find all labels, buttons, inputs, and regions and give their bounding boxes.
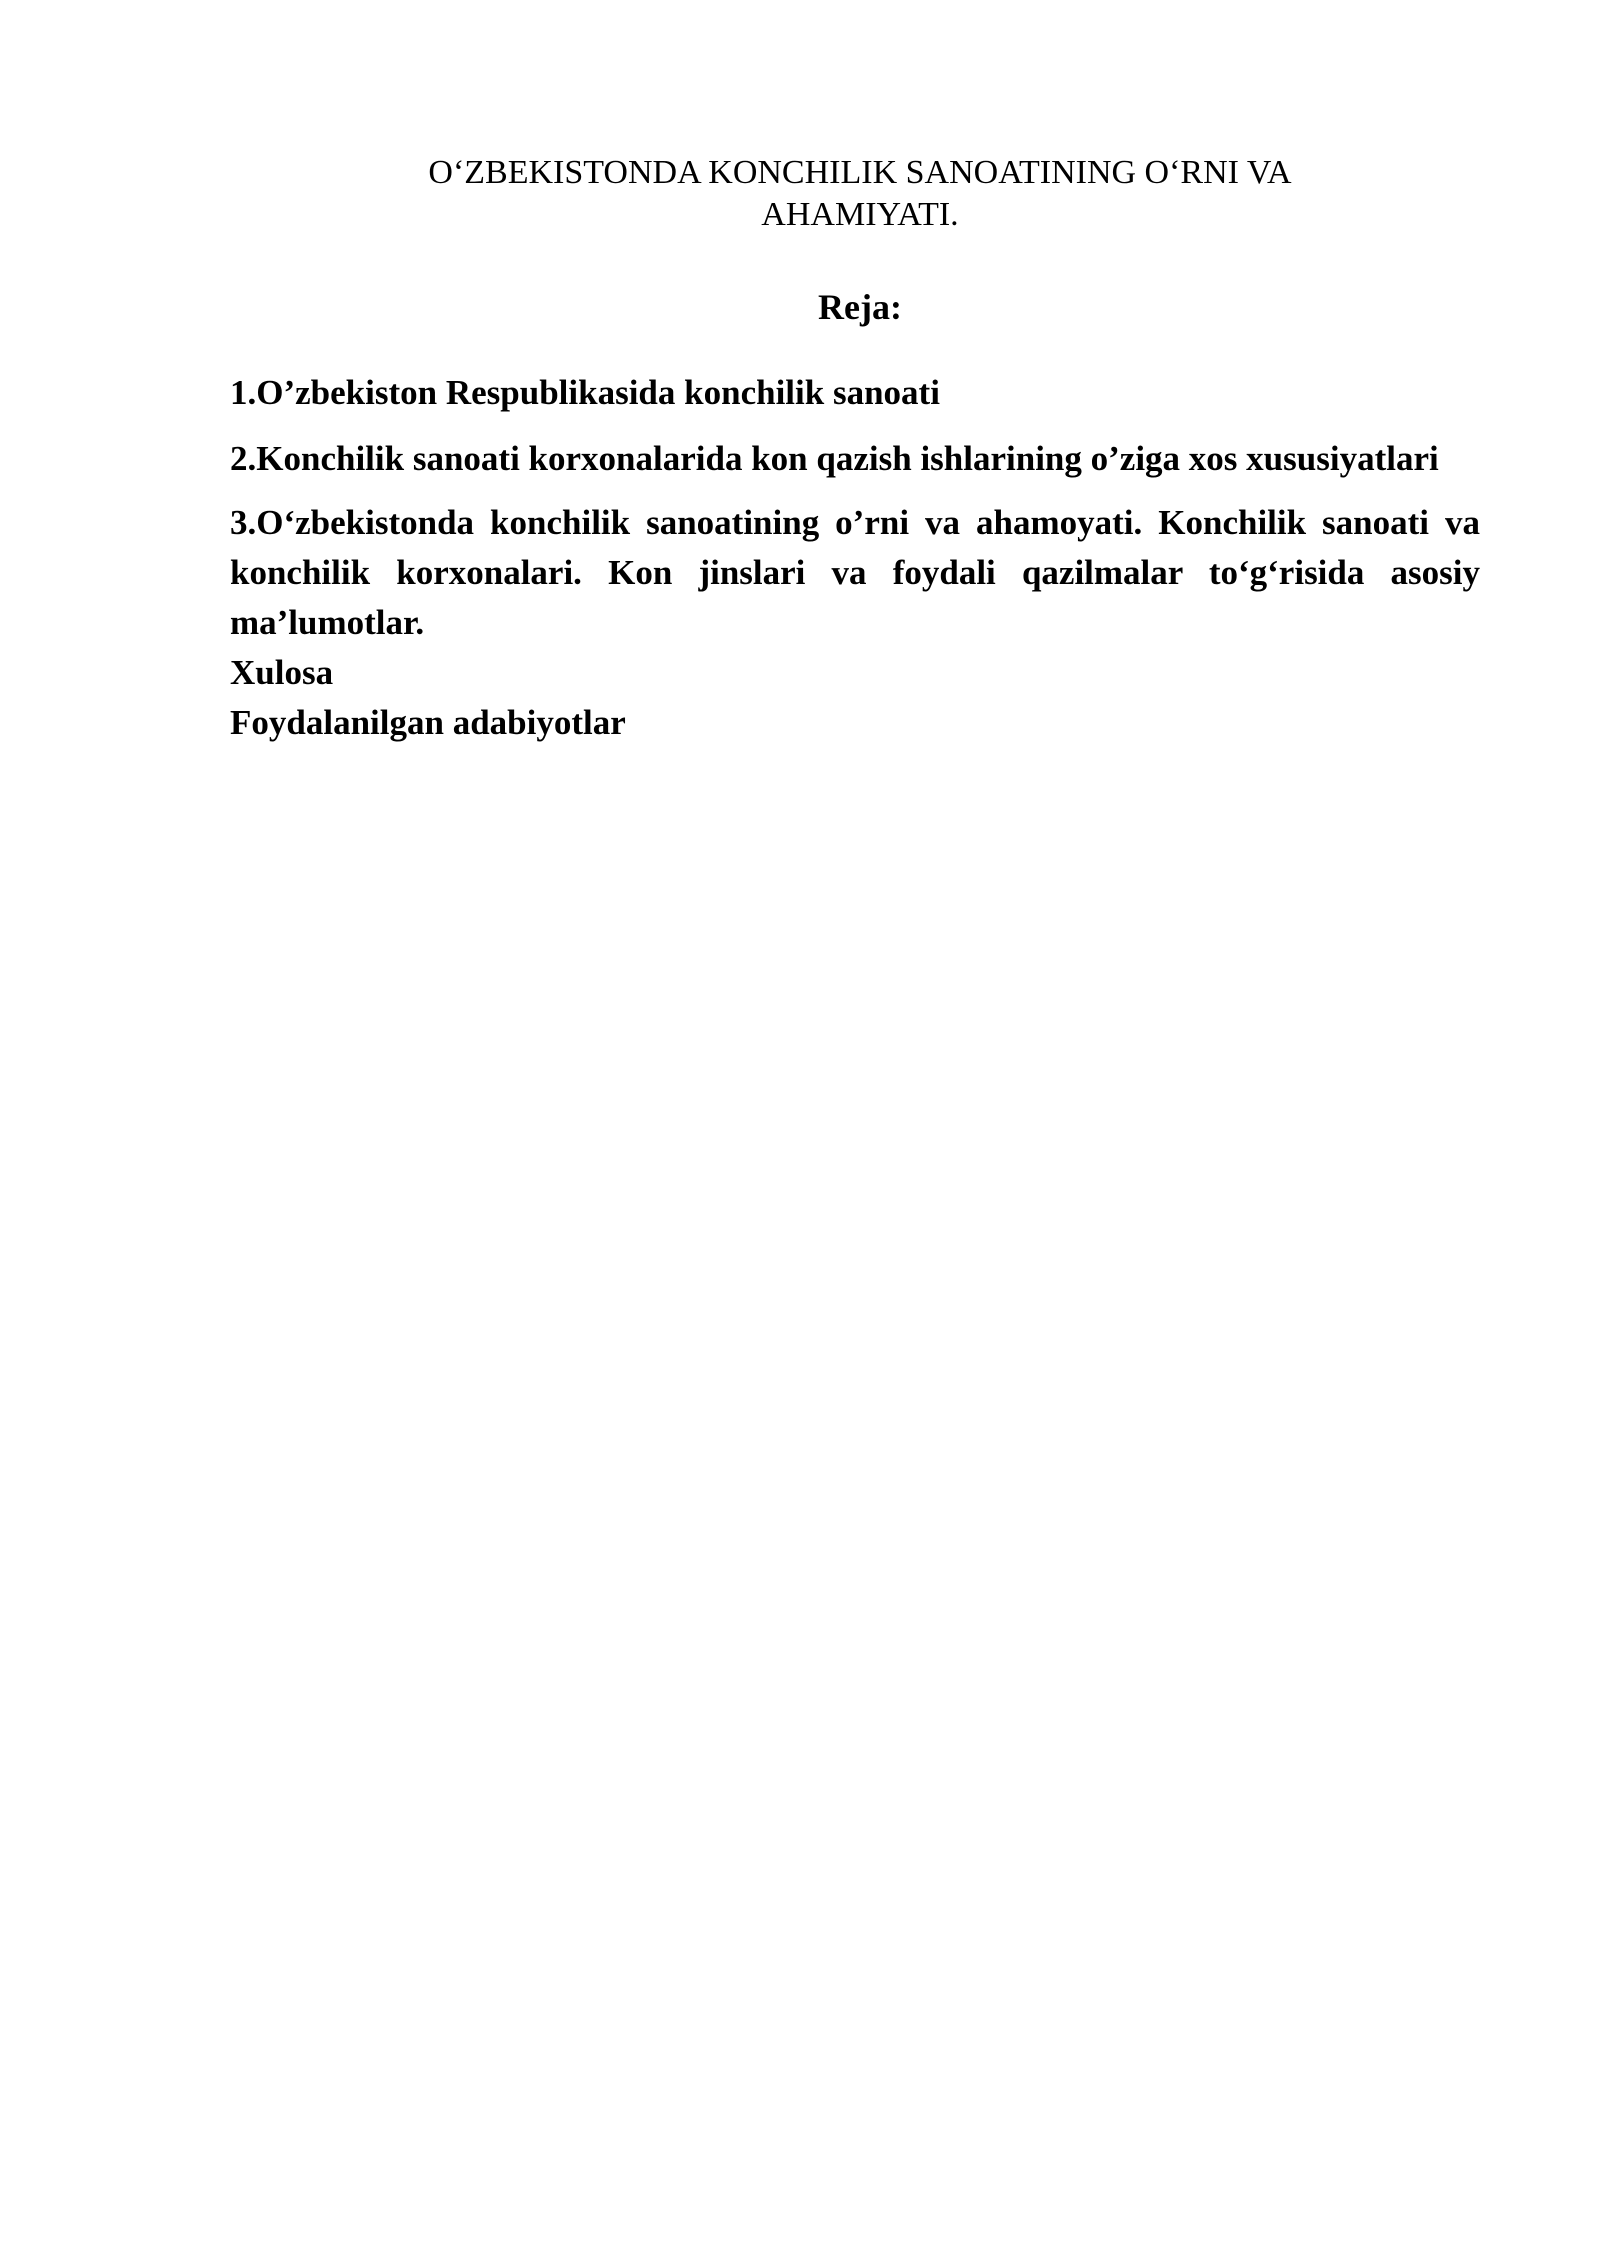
plan-item-1: 1.O’zbekiston Respublikasida konchilik sanoati	[230, 373, 940, 412]
conclusion-item: Xulosa	[230, 653, 334, 692]
plan-item-2: 2.Konchilik sanoati korxonalarida kon qazish ishlarining o’ziga xos xususiyatlari	[230, 439, 1439, 478]
plan-list	[230, 368, 1480, 748]
references-item: Foydalanilgan adabiyotlar	[230, 703, 626, 742]
plan-item-3: 3.O‘zbekistonda konchilik sanoatining o’rni va ahamoyati. Konchilik sanoati va konchilik korxonalari. Kon jinslari va foydali qazilmalar to‘g‘risida asosiy ma’lumotlar.	[230, 503, 1480, 642]
document-title: O‘ZBEKISTONDA KONCHILIK SANOATINING O‘RNI VA AHAMIYATI.	[428, 154, 1292, 233]
plan-heading: Reja:	[818, 287, 902, 327]
